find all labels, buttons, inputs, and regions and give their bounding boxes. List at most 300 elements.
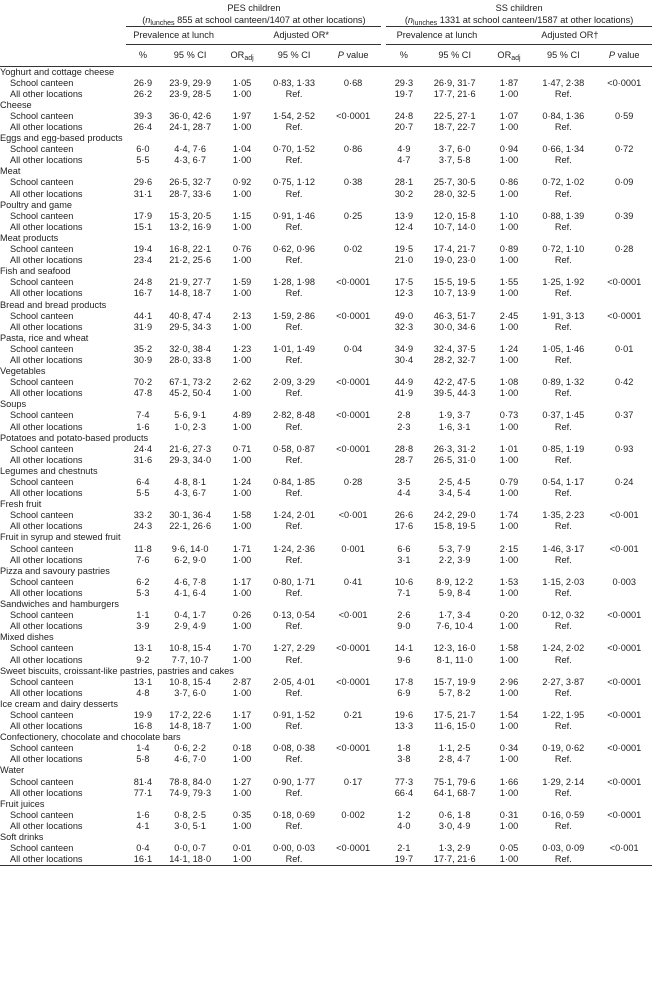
row-label: All other locations bbox=[10, 388, 83, 399]
table-cell: 1·00 bbox=[232, 587, 252, 598]
table-row bbox=[0, 377, 652, 388]
row-label: School canteen bbox=[10, 743, 74, 754]
col-pct: % bbox=[386, 45, 421, 67]
table-cell: 33·2 bbox=[133, 510, 153, 521]
table-cell: 2·96 bbox=[499, 676, 519, 687]
table-cell: 0·93 bbox=[615, 443, 634, 454]
table-cell: <0·0001 bbox=[336, 843, 371, 854]
table-cell: 66·4 bbox=[394, 787, 414, 798]
table-cell: 1·25, 1·92 bbox=[542, 277, 585, 288]
table-cell: 1·01 bbox=[499, 443, 519, 454]
table-row bbox=[0, 288, 652, 299]
table-cell: 0·37 bbox=[615, 410, 634, 421]
table-cell: 4·3, 6·7 bbox=[174, 155, 206, 166]
table-cell: Ref. bbox=[554, 754, 572, 765]
table-cell: 0·25 bbox=[343, 210, 363, 221]
row-label: School canteen bbox=[10, 843, 74, 854]
table-cell: 14·1 bbox=[394, 643, 414, 654]
table-cell: 26·5, 32·7 bbox=[169, 177, 212, 188]
category-label: Soft drinks bbox=[0, 832, 44, 842]
table-cell: 15·8, 19·5 bbox=[433, 521, 476, 532]
table-cell: 5·7, 8·2 bbox=[438, 687, 471, 698]
table-cell: 0·42 bbox=[615, 377, 634, 388]
table-cell: Ref. bbox=[554, 554, 572, 565]
table-cell: 4·6, 7·0 bbox=[174, 754, 206, 765]
table-cell: <0·0001 bbox=[336, 676, 371, 687]
table-cell: 23·9, 29·9 bbox=[169, 77, 212, 88]
table-cell: <0·0001 bbox=[607, 310, 642, 321]
row-label: All other locations bbox=[10, 521, 83, 532]
table-cell: 2·87 bbox=[232, 676, 252, 687]
table-cell: Ref. bbox=[554, 122, 572, 132]
category-row bbox=[0, 532, 652, 543]
table-cell: <0·001 bbox=[609, 543, 639, 554]
table-cell: 3·7, 6·0 bbox=[174, 687, 206, 698]
table-cell bbox=[325, 488, 382, 499]
table-cell bbox=[325, 288, 382, 299]
table-cell: 6·4 bbox=[136, 477, 150, 487]
table-cell: 4·0 bbox=[397, 820, 411, 831]
row-label: School canteen bbox=[10, 610, 74, 621]
table-cell: 4·8, 8·1 bbox=[174, 477, 206, 487]
table-cell: 1·6, 3·1 bbox=[438, 421, 471, 432]
table-cell: 26·5, 31·0 bbox=[433, 454, 476, 465]
table-cell: 1·00 bbox=[499, 155, 519, 166]
table-cell: 0·24 bbox=[615, 477, 634, 487]
table-row bbox=[0, 654, 652, 665]
table-cell: 1·00 bbox=[232, 820, 252, 831]
table-cell: 0·4 bbox=[136, 843, 150, 854]
table-row bbox=[0, 688, 652, 699]
table-cell: 1·00 bbox=[499, 421, 519, 432]
table-cell: 1·00 bbox=[499, 454, 519, 465]
table-cell: 30·2 bbox=[394, 188, 414, 199]
table-cell bbox=[325, 89, 382, 100]
table-cell: 30·9 bbox=[133, 354, 153, 365]
table-cell: 1·00 bbox=[232, 654, 252, 665]
table-cell: 0·4, 1·7 bbox=[174, 610, 206, 621]
table-cell: Ref. bbox=[285, 454, 303, 465]
category-row bbox=[0, 399, 652, 410]
category-row bbox=[0, 66, 652, 78]
table-cell: 0·62, 0·96 bbox=[273, 244, 315, 255]
table-row bbox=[0, 177, 652, 188]
table-cell bbox=[325, 388, 382, 399]
table-cell: 28·7, 33·6 bbox=[169, 188, 212, 199]
table-cell: 36·0, 42·6 bbox=[169, 110, 212, 121]
table-row bbox=[0, 477, 652, 488]
row-label: School canteen bbox=[10, 410, 74, 421]
table-cell: <0·0001 bbox=[607, 776, 642, 787]
category-row bbox=[0, 666, 652, 677]
table-cell: 1·00 bbox=[499, 388, 519, 399]
table-cell: 1·00 bbox=[499, 787, 519, 798]
table-cell: Ref. bbox=[285, 388, 303, 399]
category-row bbox=[0, 632, 652, 643]
table-cell: <0·001 bbox=[609, 843, 639, 854]
row-label: School canteen bbox=[10, 676, 74, 687]
table-row bbox=[0, 444, 652, 455]
table-cell: 46·3, 51·7 bbox=[433, 310, 476, 321]
table-cell: 75·1, 79·6 bbox=[433, 776, 476, 787]
table-cell bbox=[325, 854, 382, 866]
category-label: Vegetables bbox=[0, 366, 46, 377]
table-cell: 17·8 bbox=[394, 676, 414, 687]
table-cell: 1·7, 3·4 bbox=[438, 610, 471, 621]
table-cell: 0·58, 0·87 bbox=[273, 443, 315, 454]
pes-or-header: Adjusted OR* bbox=[221, 27, 382, 45]
table-cell: Ref. bbox=[285, 754, 303, 765]
table-cell: 1·6 bbox=[136, 809, 150, 820]
table-cell: 1·00 bbox=[232, 122, 252, 132]
table-cell: 1·00 bbox=[232, 687, 252, 698]
pes-group-title: PES children bbox=[227, 3, 281, 13]
table-cell: 1·3, 2·9 bbox=[438, 843, 471, 854]
table-cell: 1·46, 3·17 bbox=[542, 543, 585, 554]
table-cell: 12·3 bbox=[394, 288, 414, 299]
table-cell: 0·86 bbox=[343, 144, 363, 155]
table-cell: Ref. bbox=[554, 354, 572, 365]
table-row bbox=[0, 222, 652, 233]
table-cell: <0·0001 bbox=[607, 77, 642, 88]
table-cell: 0·28 bbox=[615, 244, 634, 255]
table-cell: 9·6 bbox=[397, 654, 411, 665]
table-cell: 24·1, 28·7 bbox=[169, 122, 212, 132]
table-cell: 19·7 bbox=[386, 854, 421, 866]
table-cell: 0·09 bbox=[615, 177, 634, 188]
table-cell: Ref. bbox=[554, 221, 572, 232]
table-cell: Ref. bbox=[285, 654, 303, 665]
table-cell: 49·0 bbox=[394, 310, 414, 321]
category-label: Eggs and egg-based products bbox=[0, 133, 123, 144]
category-label: Sandwiches and hamburgers bbox=[0, 599, 119, 610]
table-cell: 41·9 bbox=[394, 388, 414, 399]
table-cell: 1·00 bbox=[232, 488, 252, 499]
table-cell: Ref. bbox=[554, 188, 572, 199]
row-label: All other locations bbox=[10, 687, 83, 698]
table-cell: Ref. bbox=[285, 621, 303, 632]
col-pct: % bbox=[126, 45, 159, 67]
category-row bbox=[0, 200, 652, 211]
table-cell: 10·7, 13·9 bbox=[433, 288, 476, 299]
table-cell: 0·13, 0·54 bbox=[273, 610, 315, 621]
table-row bbox=[0, 854, 652, 866]
table-cell bbox=[596, 122, 652, 133]
table-cell: 0·88, 1·39 bbox=[542, 210, 585, 221]
table-cell: 44·1 bbox=[133, 310, 153, 321]
ss-or-header: Adjusted OR† bbox=[488, 27, 652, 45]
table-cell: 1·00 bbox=[499, 354, 519, 365]
table-cell: <0·001 bbox=[609, 510, 639, 521]
table-cell: 1·54 bbox=[499, 709, 519, 720]
table-cell: 1·10 bbox=[499, 210, 519, 221]
table-cell: 1·00 bbox=[499, 687, 519, 698]
table-cell: Ref. bbox=[285, 721, 303, 732]
table-cell: 1·00 bbox=[499, 820, 519, 831]
col-or-adj: $OR_{adj}$ bbox=[488, 45, 531, 67]
table-cell: 7·4 bbox=[136, 410, 150, 421]
table-cell: Ref. bbox=[285, 687, 303, 698]
pes-group-subtitle: ($n_{lunches}$ 855 at school canteen/1407 at other locations) bbox=[126, 14, 381, 27]
table-cell: 4·3, 6·7 bbox=[174, 488, 206, 499]
col-p-value: P value bbox=[325, 45, 382, 67]
table-row bbox=[0, 810, 652, 821]
table-cell: 15·7, 19·9 bbox=[433, 676, 476, 687]
table-cell: 7·1 bbox=[397, 587, 411, 598]
table-cell: 3·0, 5·1 bbox=[174, 820, 206, 831]
category-label: Fruit in syrup and stewed fruit bbox=[0, 532, 121, 543]
col-or-adj: $OR_{adj}$ bbox=[221, 45, 264, 67]
table-cell: 0·00, 0·03 bbox=[273, 843, 315, 854]
category-label: Cheese bbox=[0, 99, 32, 110]
category-label: Poultry and game bbox=[0, 199, 73, 210]
table-cell: 17·4, 21·7 bbox=[433, 244, 476, 255]
table-cell: 3·4, 5·4 bbox=[438, 488, 471, 499]
table-cell: 1·66 bbox=[499, 776, 519, 787]
table-cell: 32·0, 38·4 bbox=[169, 343, 212, 354]
table-cell: 5·6, 9·1 bbox=[174, 410, 206, 421]
category-row bbox=[0, 299, 652, 310]
table-cell bbox=[596, 788, 652, 799]
table-cell: 44·9 bbox=[394, 377, 414, 388]
table-cell: 1·04 bbox=[232, 144, 252, 155]
col-ci: 95 % CI bbox=[530, 45, 596, 67]
table-cell: 28·1 bbox=[394, 177, 414, 188]
table-row bbox=[0, 677, 652, 688]
table-cell bbox=[325, 322, 382, 333]
table-row bbox=[0, 610, 652, 621]
category-row bbox=[0, 366, 652, 377]
table-cell bbox=[596, 322, 652, 333]
table-cell: Ref. bbox=[285, 188, 303, 199]
table-cell: Ref. bbox=[285, 155, 303, 166]
table-cell bbox=[596, 621, 652, 632]
table-cell: 19·4 bbox=[133, 244, 153, 255]
category-label: Meat bbox=[0, 166, 21, 177]
table-cell: 1·6 bbox=[136, 421, 150, 432]
table-cell: 17·9 bbox=[133, 210, 153, 221]
row-label: School canteen bbox=[10, 776, 74, 787]
table-cell: 1·00 bbox=[232, 221, 252, 232]
table-cell: 1·00 bbox=[232, 88, 252, 99]
table-cell: 4·1 bbox=[136, 820, 150, 831]
row-label: School canteen bbox=[10, 477, 74, 487]
table-cell bbox=[325, 588, 382, 599]
row-label: All other locations bbox=[10, 554, 83, 565]
table-row bbox=[0, 788, 652, 799]
table-cell: 13·3 bbox=[394, 721, 414, 732]
category-row bbox=[0, 832, 652, 843]
table-cell: 4·8 bbox=[136, 687, 150, 698]
table-cell: 24·4 bbox=[133, 443, 153, 454]
table-row bbox=[0, 510, 652, 521]
table-cell: <0·0001 bbox=[607, 743, 642, 754]
table-cell: 4·6, 7·8 bbox=[174, 576, 206, 587]
row-label: School canteen bbox=[10, 144, 74, 155]
table-cell: 30·4 bbox=[394, 354, 414, 365]
table-cell: 3·5 bbox=[397, 477, 411, 487]
category-label: Sweet biscuits, croissant-like pastries, pastries and cakes bbox=[0, 665, 234, 676]
table-cell: 0·34 bbox=[499, 743, 519, 754]
table-cell: 21·2, 25·6 bbox=[169, 255, 212, 266]
row-label: School canteen bbox=[10, 210, 74, 221]
table-cell: 19·7 bbox=[394, 88, 414, 99]
row-label: School canteen bbox=[10, 643, 74, 654]
table-cell: <0·0001 bbox=[336, 443, 371, 454]
table-cell: Ref. bbox=[285, 421, 303, 432]
table-cell: 1·22, 1·95 bbox=[542, 709, 585, 720]
table-cell: 5·5 bbox=[136, 155, 150, 166]
table-cell: 1·29, 2·14 bbox=[542, 776, 585, 787]
table-cell: 6·9 bbox=[397, 687, 411, 698]
table-cell: Ref. bbox=[554, 654, 572, 665]
table-cell bbox=[325, 222, 382, 233]
table-cell bbox=[325, 422, 382, 433]
table-cell: 0·89 bbox=[499, 244, 519, 255]
table-cell: 1·00 bbox=[499, 521, 519, 532]
table-cell: 13·9 bbox=[394, 210, 414, 221]
table-cell: 0·73 bbox=[499, 410, 519, 421]
table-cell: 5·5 bbox=[136, 488, 150, 499]
table-row bbox=[0, 155, 652, 166]
table-cell: 0·84, 1·36 bbox=[542, 110, 585, 121]
table-row bbox=[0, 277, 652, 288]
table-cell: 0·02 bbox=[343, 244, 363, 255]
table-cell: 0·001 bbox=[341, 543, 365, 554]
row-label: All other locations bbox=[10, 122, 83, 132]
table-cell: 12·3, 16·0 bbox=[433, 643, 476, 654]
table-cell: 5·9, 8·4 bbox=[438, 587, 471, 598]
table-cell: 1·0, 2·3 bbox=[174, 421, 206, 432]
table-cell: Ref. bbox=[554, 454, 572, 465]
table-cell: 39·3 bbox=[133, 110, 153, 121]
table-cell: 0·54, 1·17 bbox=[542, 477, 585, 487]
table-cell: 1·00 bbox=[232, 188, 252, 199]
table-row bbox=[0, 544, 652, 555]
table-cell: 0·16, 0·59 bbox=[542, 809, 585, 820]
table-cell: 1·00 bbox=[232, 388, 252, 399]
table-cell: 17·5, 21·7 bbox=[433, 709, 476, 720]
table-cell: 70·2 bbox=[133, 377, 153, 388]
table-row bbox=[0, 355, 652, 366]
table-cell: 4·7 bbox=[397, 155, 411, 166]
table-cell bbox=[596, 155, 652, 166]
table-cell: 1·97 bbox=[232, 110, 252, 121]
prevalence-table bbox=[0, 2, 652, 866]
table-cell: 40·8, 47·4 bbox=[169, 310, 212, 321]
table-cell bbox=[596, 688, 652, 699]
table-cell: 1·4 bbox=[136, 743, 150, 754]
table-cell: 28·8 bbox=[394, 443, 414, 454]
table-cell: 15·5, 19·5 bbox=[433, 277, 476, 288]
table-cell: 6·6 bbox=[397, 543, 411, 554]
table-cell: 23·9, 28·5 bbox=[169, 88, 212, 99]
table-cell: 3·8 bbox=[397, 754, 411, 765]
row-label: All other locations bbox=[10, 488, 83, 499]
table-row bbox=[0, 410, 652, 421]
table-cell bbox=[596, 721, 652, 732]
category-row bbox=[0, 133, 652, 144]
table-cell bbox=[325, 455, 382, 466]
table-cell bbox=[596, 455, 652, 466]
table-cell: Ref. bbox=[554, 321, 572, 332]
row-label: School canteen bbox=[10, 343, 74, 354]
table-cell: 1·47, 2·38 bbox=[542, 77, 585, 88]
row-label: All other locations bbox=[10, 654, 83, 665]
table-cell: Ref. bbox=[554, 421, 572, 432]
table-cell: 4·89 bbox=[232, 410, 252, 421]
table-cell: 1·00 bbox=[499, 221, 519, 232]
table-cell bbox=[596, 222, 652, 233]
table-cell bbox=[596, 654, 652, 665]
category-row bbox=[0, 765, 652, 776]
table-cell: 2·3 bbox=[397, 421, 411, 432]
table-cell: 30·0, 34·6 bbox=[433, 321, 476, 332]
table-cell bbox=[596, 189, 652, 200]
table-cell: 21·6, 27·3 bbox=[169, 443, 212, 454]
table-cell: 2·82, 8·48 bbox=[273, 410, 315, 421]
table-cell bbox=[325, 555, 382, 566]
table-cell: 1·00 bbox=[232, 255, 252, 266]
table-row bbox=[0, 821, 652, 832]
table-cell: <0·0001 bbox=[336, 643, 371, 654]
table-cell: 78·8, 84·0 bbox=[169, 776, 212, 787]
table-cell: Ref. bbox=[554, 255, 572, 266]
table-cell: 1·00 bbox=[232, 787, 252, 798]
table-cell: 1·74 bbox=[499, 510, 519, 521]
row-label: School canteen bbox=[10, 377, 74, 388]
table-cell: Ref. bbox=[554, 621, 572, 632]
category-row bbox=[0, 266, 652, 277]
table-cell: 17·5 bbox=[394, 277, 414, 288]
table-cell: 8·9, 12·2 bbox=[436, 576, 474, 587]
col-ci: 95 % CI bbox=[263, 45, 324, 67]
table-cell: 0·90, 1·77 bbox=[273, 776, 315, 787]
table-cell: Ref. bbox=[285, 321, 303, 332]
table-cell: 24·8 bbox=[133, 277, 153, 288]
table-cell: 1·00 bbox=[499, 488, 519, 499]
category-label: Fruit juices bbox=[0, 798, 45, 809]
table-cell: 31·6 bbox=[133, 454, 153, 465]
table-cell: 0·18 bbox=[232, 743, 252, 754]
table-cell: 0·91, 1·52 bbox=[273, 709, 315, 720]
row-label: School canteen bbox=[10, 277, 74, 288]
table-cell: 1·17 bbox=[232, 709, 252, 720]
table-row bbox=[0, 521, 652, 532]
table-cell: 1·58 bbox=[499, 643, 519, 654]
table-cell: Ref. bbox=[263, 854, 324, 866]
table-cell: 0·05 bbox=[499, 843, 519, 854]
table-cell: 0·75, 1·12 bbox=[273, 177, 315, 188]
table-cell: 2·05, 4·01 bbox=[273, 676, 315, 687]
row-label: All other locations bbox=[0, 854, 126, 866]
table-cell: 15·1 bbox=[133, 221, 153, 232]
table-cell: Ref. bbox=[285, 122, 303, 132]
table-cell: 26·3, 31·2 bbox=[433, 443, 476, 454]
category-row bbox=[0, 333, 652, 344]
row-label: School canteen bbox=[10, 709, 74, 720]
row-label: School canteen bbox=[10, 310, 74, 321]
table-body bbox=[0, 66, 652, 866]
table-cell: 3·0, 4·9 bbox=[438, 820, 471, 831]
table-cell: 0·03, 0·09 bbox=[542, 843, 585, 854]
table-cell: 4·9 bbox=[397, 144, 411, 155]
table-cell: 22·1, 26·6 bbox=[169, 521, 212, 532]
table-cell: 24·2, 29·0 bbox=[433, 510, 476, 521]
table-cell: 21·0 bbox=[394, 255, 414, 266]
table-cell bbox=[596, 488, 652, 499]
table-cell: 2·27, 3·87 bbox=[542, 676, 585, 687]
